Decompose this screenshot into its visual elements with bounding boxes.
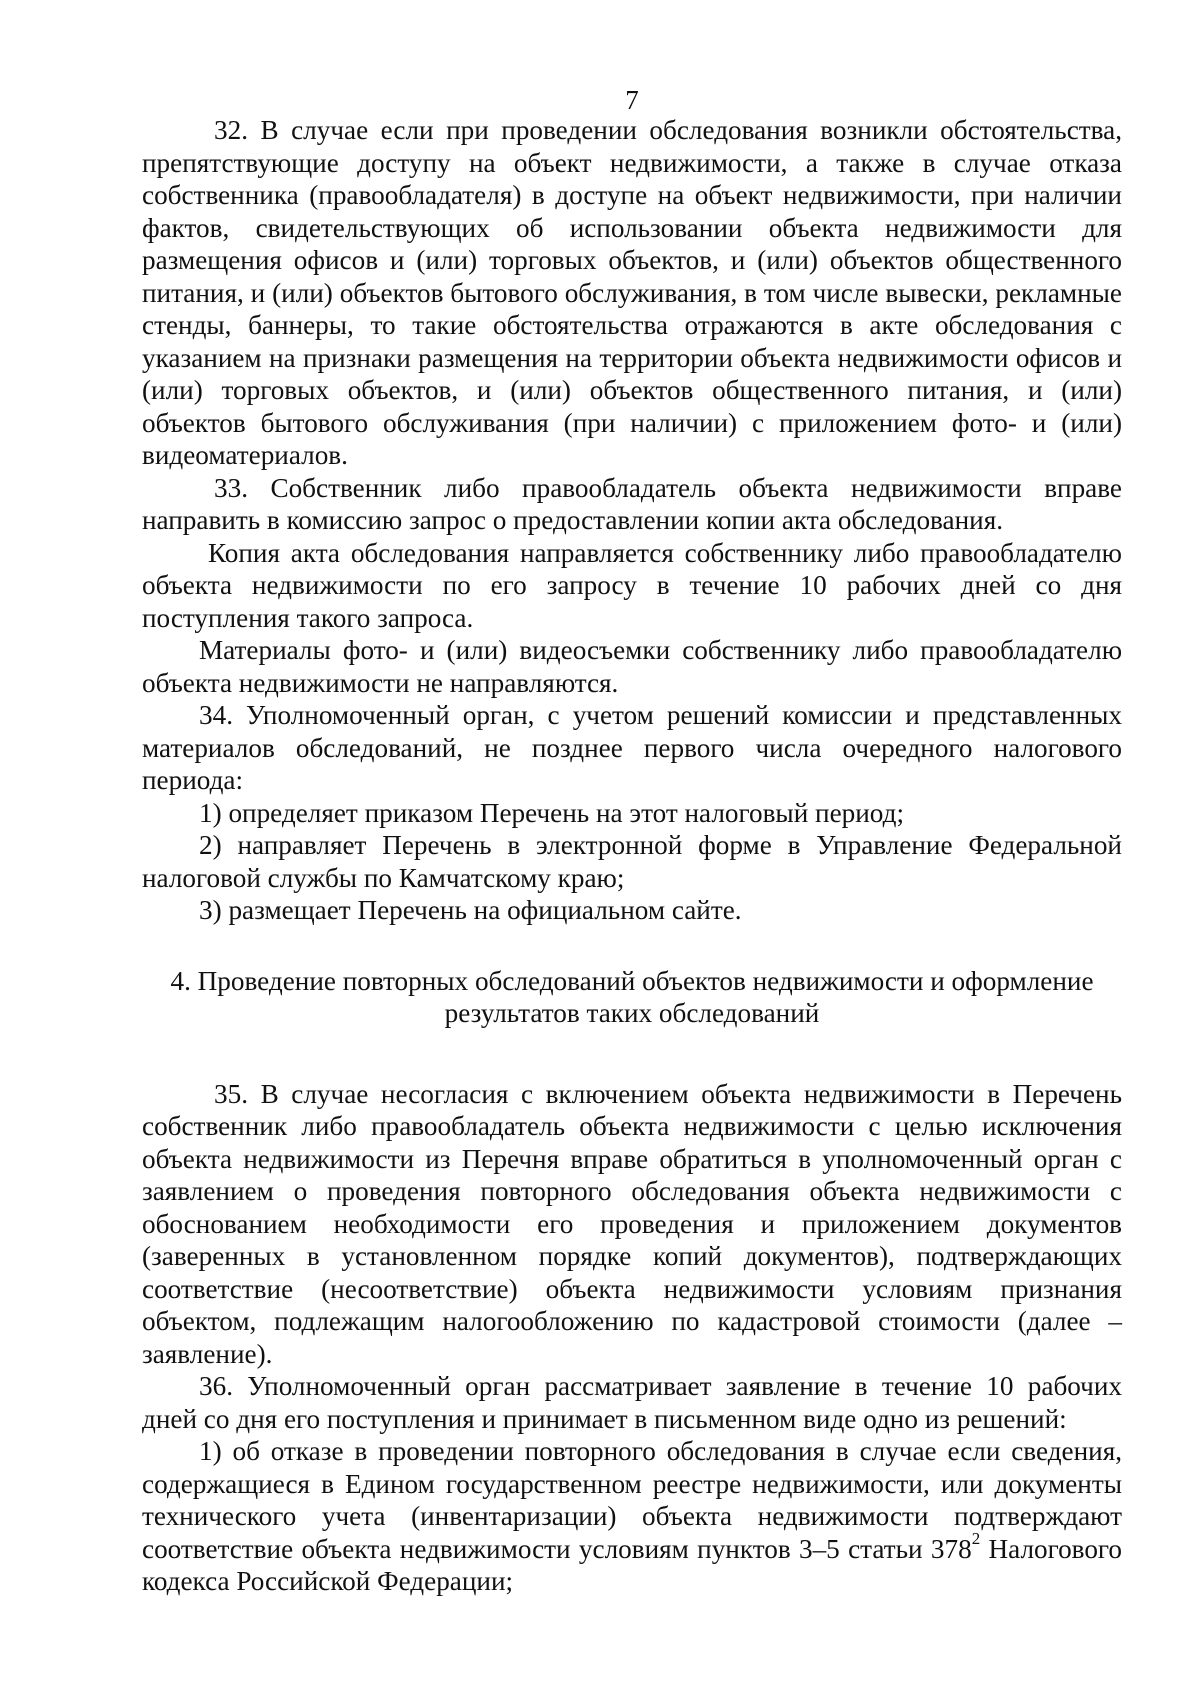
paragraph-34-item-1: 1) определяет приказом Перечень на этот налоговый период; (199, 797, 905, 828)
section-4-title-line-2: результатов таких обследований (444, 998, 820, 1028)
paragraph-36-item-1 (142, 1435, 1122, 1598)
paragraph-36-item-1-tail: Налогового кодекса Российской Федерации; (142, 1533, 1122, 1596)
section-4-title (142, 965, 1122, 1030)
paragraph-36: 36. Уполномоченный орган рассматривает заявление в течение 10 рабочих дней со дня его поступления и принимает в письменном виде одно из решений: (142, 1371, 1122, 1434)
paragraph-35: 35. В случае несогласия с включением объекта недвижимости в Перечень собственник либо правообладатель объекта недвижимости с целью исключения объекта недвижимости из Перечня вправе обратиться в уполномоченный орган с заявлением о проведения повторного обследования объекта недвижимости с обоснованием необходимости его проведения и приложением документов (заверенных в установленном порядке копий документов), подтверждающих соответствие (несоответствие) объекта недвижимости условиям признания объектом, подлежащим налогообложению по кадастровой стоимости (далее – заявление). (142, 1078, 1122, 1369)
paragraph-34-item-3: 3) размещает Перечень на официальном сайте. (199, 895, 742, 925)
paragraph-33-materials: Материалы фото- и (или) видеосъемки собственнику либо правообладателю объекта недвижимости не направляются. (142, 635, 1122, 698)
superscript-two: 2 (971, 1529, 981, 1549)
paragraph-34-item-2: 2) направляет Перечень в электронной форме в Управление Федеральной налоговой службы по Камчатскому краю; (142, 830, 1122, 893)
paragraph-33: 33. Собственник либо правообладатель объекта недвижимости вправе направить в комиссию запрос о предоставлении копии акта обследования. (142, 472, 1122, 535)
section-4-title-line-1: 4. Проведение повторных обследований объектов недвижимости и оформление (170, 965, 1094, 996)
paragraph-36-item-1-main: 1) об отказе в проведении повторного обследования в случае если сведения, содержащиеся в Едином государственном реестре недвижимости, или документы технического учета (инвентаризации) объекта недвижимости подтверждают соответствие объекта недвижимости условиям пунктов 3–5 статьи 378 (142, 1436, 1122, 1564)
paragraph-34: 34. Уполномоченный орган, с учетом решений комиссии и представленных материалов обследований, не позднее первого числа очередного налогового периода: (142, 700, 1122, 795)
paragraph-32: 32. В случае если при проведении обследования возникли обстоятельства, препятствующие доступу на объект недвижимости, а также в случае отказа собственника (правообладателя) в доступе на объект недвижимости, при наличии фактов, свидетельствующих об использовании объекта недвижимости для размещения офисов и (или) торговых объектов, и (или) объектов общественного питания, и (или) объектов бытового обслуживания, в том числе вывески, рекламные стенды, баннеры, то такие обстоятельства отражаются в акте обследования с указанием на признаки размещения на территории объекта недвижимости офисов и (или) торговых объектов, и (или) объектов общественного питания, и (или) объектов бытового обслуживания (при наличии) с приложением фото- и (или) видеоматериалов. (142, 115, 1122, 470)
page-number: 7 (625, 85, 639, 115)
paragraph-33-copy: Копия акта обследования направляется собственнику либо правообладателю объекта недвижимости по его запросу в течение 10 рабочих дней со дня поступления такого запроса. (142, 537, 1122, 633)
